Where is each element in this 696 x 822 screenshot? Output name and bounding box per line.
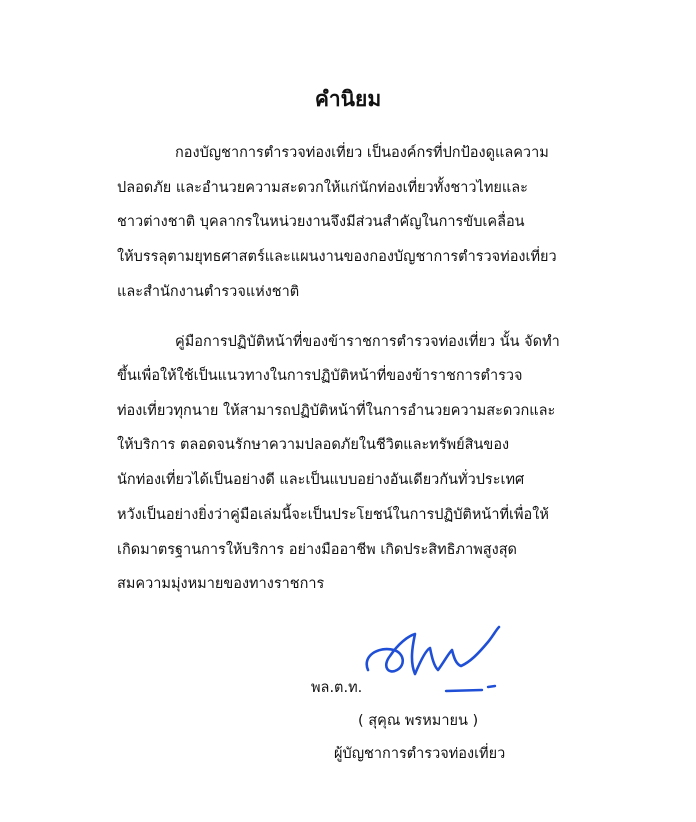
paragraph-line: หวังเป็นอย่างยิ่งว่าคู่มือเล่มนี้จะเป็นประโยชน์ในการปฏิบัติหน้าที่เพื่อให้ [117, 507, 549, 523]
paragraph-line: ชาวต่างชาติ บุคลากรในหน่วยงานจึงมีส่วนสำคัญในการขับเคลื่อน [117, 214, 525, 230]
paragraph-line: นักท่องเที่ยวได้เป็นอย่างดี และเป็นแบบอย่างอันเดียวกันทั่วประเทศ [117, 472, 525, 488]
paragraph-line: ปลอดภัย และอำนวยความสะดวกให้แก่นักท่องเที่ยวทั้งชาวไทยและ [117, 180, 528, 196]
paragraph-line: คู่มือการปฏิบัติหน้าที่ของข้าราชการตำรวจท่องเที่ยว นั้น จัดทำ [175, 334, 560, 350]
signature-stroke-underline [446, 690, 482, 691]
paragraph-line: สมความมุ่งหมายของทางราชการ [117, 576, 325, 592]
paragraph-line: ให้บรรลุตามยุทธศาสตร์และแผนงานของกองบัญชาการตำรวจท่องเที่ยว [117, 249, 557, 265]
paragraph-line: เกิดมาตรฐานการให้บริการ อย่างมืออาชีพ เกิดประสิทธิภาพสูงสุด [117, 542, 517, 558]
document-title: คำนิยม [314, 87, 382, 111]
handwritten-signature [360, 618, 510, 700]
paragraph-line: ท่องเที่ยวทุกนาย ให้สามารถปฏิบัติหน้าที่ในการอำนวยความสะดวกและ [117, 403, 556, 419]
paragraph-line: ให้บริการ ตลอดจนรักษาความปลอดภัยในชีวิตและทรัพย์สินของ [117, 437, 510, 453]
signature-stroke-tick [488, 686, 495, 687]
signatory-position: ผู้บัญชาการตำรวจท่องเที่ยว [334, 746, 506, 762]
signatory-rank: พล.ต.ท. [311, 680, 363, 696]
paragraph-line: และสำนักงานตำรวจแห่งชาติ [117, 284, 300, 300]
signature-stroke-main [367, 627, 499, 674]
paragraph-line: กองบัญชาการตำรวจท่องเที่ยว เป็นองค์กรที่ปกป้องดูแลความ [175, 145, 549, 161]
signatory-name: ( สุคุณ พรหมายน ) [358, 713, 479, 729]
paragraph-line: ขึ้นเพื่อให้ใช้เป็นแนวทางในการปฏิบัติหน้าที่ของข้าราชการตำรวจ [117, 368, 523, 384]
